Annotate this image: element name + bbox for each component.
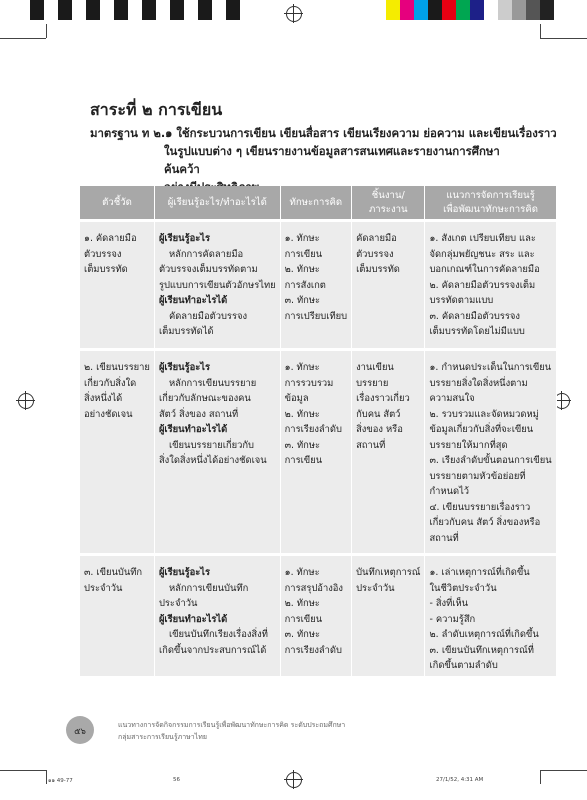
cell-learn-line: หลักการเขียนบรรยาย [168,377,257,389]
cell-approach-line: เกี่ยวกับคน สัตว์ สิ่งของหรือ [429,517,541,528]
cell-approach-line: - สิ่งที่เห็น [429,598,469,609]
curriculum-table [80,186,557,676]
cell-learn-line: ผู้เรียนรู้อะไร [158,567,211,578]
cell-skill-line: การเรียงลำดับ [284,644,342,656]
cell-indicator [80,555,154,677]
header-indicator: ตัวชี้วัด [80,186,154,221]
cell-indicator-line: ประจำวัน [84,582,123,594]
cell-approach [425,350,556,555]
cell-learn-line: รูปแบบการเขียนตัวอักษรไทย [158,279,276,291]
cell-indicator-line: เต็มบรรทัด [84,264,128,275]
cell-approach [425,221,556,350]
cell-skill-line: ๓. ทักษะ [284,295,321,306]
cell-approach-line: ๒. รวบรวมและจัดหมวดหมู่ [429,408,539,420]
crop-mark [0,38,46,39]
cell-approach-line: บรรยายให้มากที่สุด [429,439,508,451]
cell-work-line: สิ่งของ หรือ [356,424,403,435]
cell-approach-line: ในชีวิตประจำวัน [429,582,497,594]
cell-indicator-line: ๒. เขียนบรรยาย [84,362,150,373]
crop-mark [46,770,47,784]
cell-skill-line: การเปรียบเทียบ [284,310,348,322]
cell-skill-line: ๓. ทักษะ [284,629,321,640]
cell-learn-line: ผู้เรียนทำอะไรได้ [158,424,228,435]
cell-skill-line: การสังเกต [284,279,326,291]
header-skill: ทักษะการคิด [280,186,351,221]
cell-approach-line: บรรยายสิ่งใดสิ่งหนึ่งตาม [429,377,528,389]
cell-indicator-line: อย่างชัดเจน [84,408,133,420]
cell-indicator-line: ๓. เขียนบันทึก [84,567,143,578]
standard-line-2: ในรูปแบบต่าง ๆ เขียนรายงานข้อมูลสารสนเทศและรายงานการศึกษาค้นคว้า [164,144,500,176]
cell-skill-line: การเขียน [284,455,323,466]
header-work [352,186,425,221]
cell-work-line: คัดลายมือ [356,233,397,244]
cell-work-line: เต็มบรรทัด [356,264,400,275]
cell-skill-line: ๒. ทักษะ [284,598,320,609]
cell-learn-line: เต็มบรรทัดได้ [158,326,214,337]
cell-learn [154,350,280,555]
header-approach-line: แนวการจัดการเรียนรู้ [446,189,535,201]
table-row [80,221,556,350]
cell-work-line: บันทึกเหตุการณ์ [356,567,421,578]
cell-work-line: ตัวบรรจง [356,248,394,260]
cell-learn-line: ตัวบรรจงเต็มบรรทัดตาม [158,264,258,275]
cell-approach-line: ๑. เล่าเหตุการณ์ที่เกิดขึ้น [429,567,530,578]
cell-learn-line: สัตว์ สิ่งของ สถานที่ [158,408,239,420]
cell-work-line: สถานที่ [356,439,386,451]
cell-skill-line: การสรุปอ้างอิง [284,582,343,594]
cell-skill [280,221,351,350]
cell-skill-line: ข้อมูล [284,393,309,404]
cell-approach-line: ๓. คัดลายมือตัวบรรจง [429,310,520,322]
header-approach-line: เพื่อพัฒนาทักษะการคิด [443,203,538,215]
crop-mark [540,24,541,38]
print-color-blocks [386,0,554,20]
cell-learn-line: คัดลายมือตัวบรรจง [168,310,248,322]
print-meta-center: 56 [173,777,180,783]
cell-skill [280,555,351,677]
cell-work [352,221,425,350]
cell-learn-line: เกี่ยวกับลักษณะของคน [158,393,251,404]
cell-approach-line: เกิดขึ้นตามลำดับ [429,660,498,671]
cell-learn-line: หลักการคัดลายมือ [168,248,244,260]
cell-approach-line: เต็มบรรทัดโดยไม่มีแบบ [429,326,525,337]
cell-approach-line: ๑. สังเกต เปรียบเทียบ และ [429,233,536,244]
cell-work-line: เรื่องราวเกี่ยว [356,393,410,404]
header-approach [425,186,556,221]
cell-approach-line: ๒. ลำดับเหตุการณ์ที่เกิดขึ้น [429,629,539,640]
registration-mark-left [18,393,34,409]
cell-skill-line: ๒. ทักษะ [284,264,320,275]
print-meta-left: ๑๑ 49-77 [48,778,73,784]
header-work-line: ภาระงาน [368,203,408,215]
print-gray-blocks [30,0,240,20]
cell-skill [280,350,351,555]
crop-mark [46,24,47,38]
cell-learn-line: ผู้เรียนทำอะไรได้ [158,613,228,625]
cell-skill-line: การเขียน [284,248,323,260]
cell-skill-line: การรวบรวม [284,377,334,389]
cell-skill-line: การเขียน [284,613,323,625]
cell-approach-line: ๓. เขียนบันทึกเหตุการณ์ที่ [429,644,534,656]
cell-learn-line: ผู้เรียนทำอะไรได้ [158,295,228,306]
cell-learn-line: เกิดขึ้นจากประสบการณ์ได้ [158,644,267,656]
crop-mark [540,770,541,784]
cell-approach-line: ๑. กำหนดประเด็นในการเขียน [429,362,552,373]
cell-approach-line: ความสนใจ [429,393,475,404]
cell-learn-line: ประจำวัน [158,598,198,609]
registration-mark-top [286,6,302,22]
cell-approach-line: กำหนดไว้ [429,486,470,497]
cell-approach-line: บรรทัดตามแบบ [429,295,494,306]
cell-work-line: ประจำวัน [356,582,395,594]
cell-approach-line: บรรยายตามหัวข้อย่อยที่ [429,470,526,482]
cell-work-line: งานเขียน [356,362,394,373]
standard-line-1: มาตรฐาน ท ๒.๑ ใช้กระบวนการเขียน เขียนสื่อสาร เขียนเรียงความ ย่อความ และเขียนเรื่องราว [90,126,557,140]
cell-approach-line: - ความรู้สึก [429,613,476,625]
cell-learn-line: ผู้เรียนรู้อะไร [158,362,211,373]
cell-skill-line: ๑. ทักษะ [284,362,320,373]
cell-skill-line: การเรียงลำดับ [284,424,342,435]
cell-work-line: กับคน สัตว์ [356,408,401,420]
header-learn: ผู้เรียนรู้อะไร/ทำอะไรได้ [154,186,280,221]
page-number: ๕๖ [74,727,86,737]
cell-indicator-line: ตัวบรรจง [84,248,122,260]
crop-mark [540,770,587,771]
cell-work-line: บรรยาย [356,377,389,389]
cell-approach-line: ๒. คัดลายมือตัวบรรจงเต็ม [429,279,536,291]
cell-learn-line: สิ่งใดสิ่งหนึ่งได้อย่างชัดเจน [158,455,267,466]
cell-indicator-line: ๑. คัดลายมือ [84,233,137,244]
cell-indicator-line: เกี่ยวกับสิ่งใด [84,377,137,389]
cell-indicator [80,350,154,555]
section-title: สาระที่ ๒ การเขียน [90,100,223,119]
cell-work [352,350,425,555]
cell-skill-line: ๒. ทักษะ [284,408,320,420]
cell-learn [154,221,280,350]
cell-learn-line: เขียนบันทึกเรียงเรื่องสิ่งที่ [168,629,268,640]
cell-learn [154,555,280,677]
table-header-row [80,186,556,221]
cell-skill-line: ๑. ทักษะ [284,233,320,244]
footer-book-title: แนวทางการจัดกิจกรรมการเรียนรู้เพื่อพัฒนาทักษะการคิด ระดับประถมศึกษา [118,721,346,729]
header-work-line: ชิ้นงาน/ [371,189,405,201]
print-meta-right: 27/1/52, 4:31 AM [436,777,484,783]
cell-learn-line: ผู้เรียนรู้อะไร [158,233,211,244]
cell-approach-line: สถานที่ [429,532,459,544]
cell-approach [425,555,556,677]
cell-approach-line: ข้อมูลเกี่ยวกับสิ่งที่จะเขียน [429,424,534,435]
cell-learn-line: เขียนบรรยายเกี่ยวกับ [168,439,254,451]
cell-approach-line: ๓. เรียงลำดับขั้นตอนการเขียน [429,455,552,466]
cell-learn-line: หลักการเขียนบันทึก [168,582,249,594]
cell-skill-line: ๓. ทักษะ [284,439,321,451]
footer-subject: กลุ่มสาระการเรียนรู้ภาษาไทย [118,733,207,741]
crop-mark [540,38,587,39]
cell-indicator-line: สิ่งหนึ่งได้ [84,393,123,404]
table-row [80,555,556,677]
registration-mark-bottom [286,772,302,788]
cell-work [352,555,425,677]
crop-mark [0,770,46,771]
cell-indicator [80,221,154,350]
cell-approach-line: ๔. เขียนบรรยายเรื่องราว [429,501,531,513]
cell-approach-line: จัดกลุ่มพยัญชนะ สระ และ [429,248,535,260]
cell-skill-line: ๑. ทักษะ [284,567,320,578]
table-row [80,350,556,555]
cell-approach-line: บอกเกณฑ์ในการคัดลายมือ [429,264,540,275]
